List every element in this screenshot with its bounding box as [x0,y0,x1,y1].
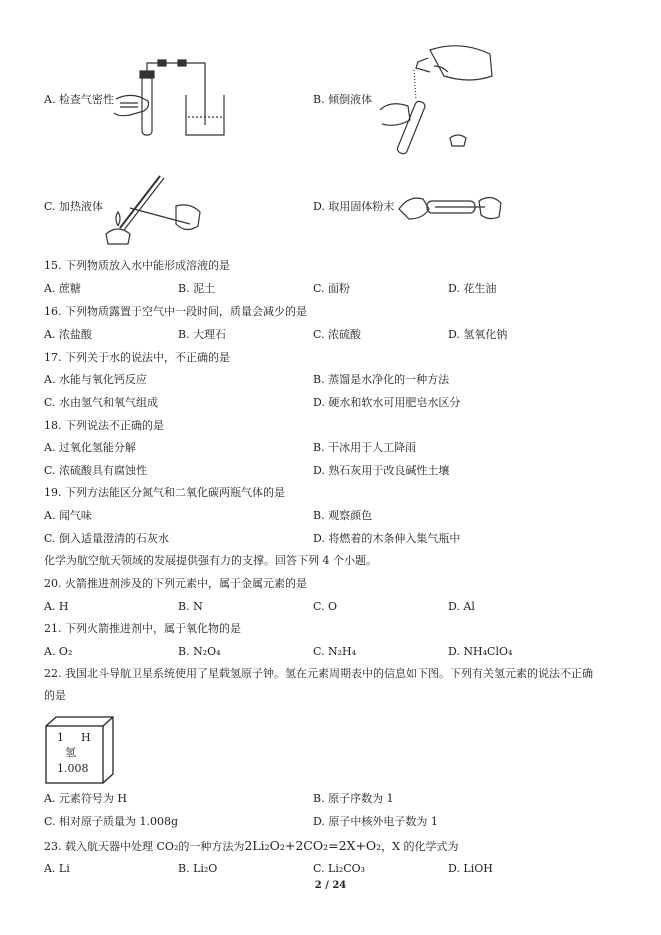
figure-a-caption: A. 检查气密性 [44,93,114,106]
figure-b-caption: B. 倾倒液体 [313,93,373,106]
q19-option-c: C. 倒入适量澄清的石灰水 [44,532,170,545]
q15-option-b: B. 泥土 [178,282,216,295]
question-16-stem: 16. 下列物质露置于空气中一段时间，质量会减少的是 [44,305,307,318]
q17-option-a: A. 水能与氧化钙反应 [44,373,147,386]
element-number: 1 [57,731,64,744]
q17-option-b: B. 蒸馏是水净化的一种方法 [313,373,450,386]
q15-option-a: A. 蔗糖 [44,282,81,295]
q23-option-b: B. Li₂O [178,862,218,875]
q17-option-c: C. 水由氢气和氧气组成 [44,396,159,409]
heating-liquid-figure [100,168,210,248]
solid-powder-figure [395,187,505,227]
question-15-stem: 15. 下列物质放入水中能形成溶液的是 [44,259,230,272]
q23-option-c: C. Li₂CO₃ [313,862,366,875]
q22-option-c: C. 相对原子质量为 1.008g [44,815,179,828]
q19-option-d: D. 将燃着的木条伸入集气瓶中 [313,532,461,545]
q16-option-a: A. 浓盐酸 [44,328,92,341]
q18-option-d: D. 熟石灰用于改良碱性土壤 [313,464,450,477]
element-mass: 1.008 [57,762,89,775]
figure-d-caption: D. 取用固体粉末 [313,200,395,213]
q15-option-c: C. 面粉 [313,282,351,295]
q15-option-d: D. 花生油 [448,282,497,295]
q17-option-d: D. 硬水和软水可用肥皂水区分 [313,396,461,409]
q18-option-c: C. 浓硫酸具有腐蚀性 [44,464,148,477]
q23-option-a: A. Li [44,862,70,875]
q16-option-c: C. 浓硫酸 [313,328,362,341]
q20-option-c: C. O [313,600,338,613]
q22-option-b: B. 原子序数为 1 [313,792,394,805]
q16-option-b: B. 大理石 [178,328,227,341]
question-19-stem: 19. 下列方法能区分氮气和二氧化碳两瓶气体的是 [44,486,285,499]
question-21-stem: 21. 下列火箭推进剂中，属于氧化物的是 [44,622,241,635]
q21-option-d: D. NH₄ClO₄ [448,645,513,658]
q23-stem-start: 23. 载入航天器中处理 CO₂的一种方法为 [44,840,245,853]
q23-option-d: D. LiOH [448,862,493,875]
q16-option-d: D. 氢氧化钠 [448,328,508,341]
question-22-stem-line2: 的是 [44,689,66,702]
q23-stem-end: ，X 的化学式为 [381,840,459,853]
q19-option-a: A. 闻气味 [44,509,92,522]
question-23-stem [44,839,459,854]
q20-option-b: B. N [178,600,203,613]
figure-c-caption: C. 加热液体 [44,200,104,213]
q21-option-b: B. N₂O₄ [178,645,221,658]
element-name: 氢 [65,746,76,759]
element-symbol: H [81,731,91,744]
q23-equation: 2Li₂O₂+2CO₂=2X+O₂ [244,838,382,853]
pouring-liquid-figure [370,40,500,160]
q22-option-a: A. 元素符号为 H [44,792,128,805]
hydrogen-element-tile [45,716,115,784]
page-number: 2 / 24 [314,880,347,891]
section-intro: 化学为航空航天领域的发展提供强有力的支撑。回答下列 4 个小题。 [44,554,377,567]
q18-option-a: A. 过氧化氢能分解 [44,441,136,454]
q18-option-b: B. 干冰用于人工降雨 [313,441,417,454]
question-20-stem: 20. 火箭推进剂涉及的下列元素中，属于金属元素的是 [44,577,307,590]
q22-option-d: D. 原子中核外电子数为 1 [313,815,438,828]
q21-option-c: C. N₂H₄ [313,645,357,658]
airtightness-check-figure [110,55,230,140]
q20-option-d: D. Al [448,600,475,613]
q20-option-a: A. H [44,600,69,613]
q21-option-a: A. O₂ [44,645,73,658]
question-17-stem: 17. 下列关于水的说法中，不正确的是 [44,351,230,364]
q19-option-b: B. 观察颜色 [313,509,373,522]
question-18-stem: 18. 下列说法不正确的是 [44,419,164,432]
question-22-stem-line1: 22. 我国北斗导航卫星系统使用了星载氢原子钟。氢在元素周期表中的信息如下图。下列有关氢元素的说法不正确 [44,667,593,680]
